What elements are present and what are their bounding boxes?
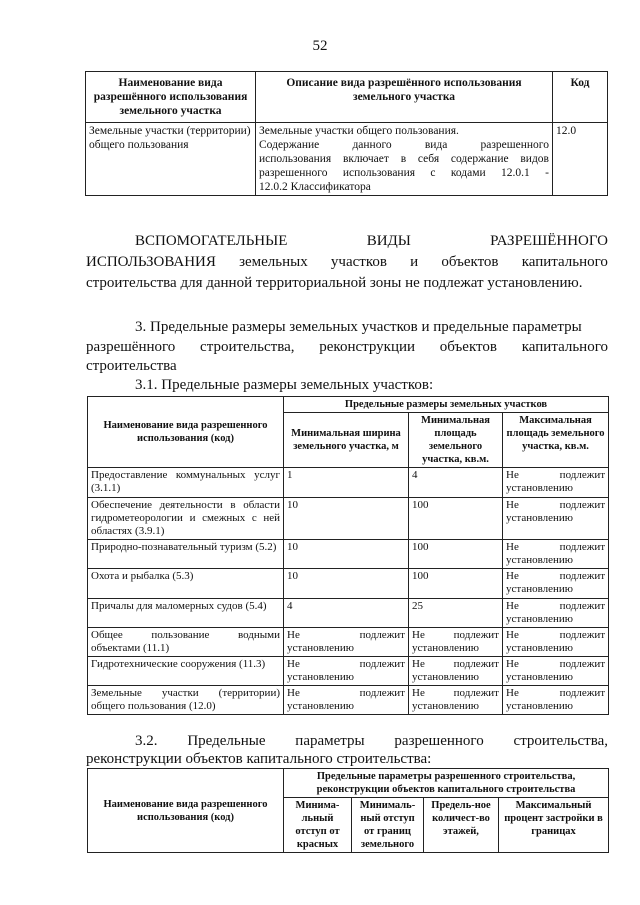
word: ВСПОМОГАТЕЛЬНЫЕ — [135, 233, 288, 249]
table-row — [88, 657, 609, 686]
description-line: Земельные участки общего пользования. — [259, 125, 459, 137]
land-plot-size-table — [87, 396, 609, 715]
min-width-cell: Не подлежит установлению — [284, 628, 409, 657]
max-area-cell: Не подлежит установлению — [503, 686, 609, 715]
header-min-area: Минимальная площадь земельного участка, кв.м. — [409, 413, 503, 468]
word: разрешенного — [394, 733, 484, 749]
word: капитального — [521, 339, 608, 355]
word: капитального — [521, 254, 608, 270]
word: Предельные — [187, 733, 266, 749]
min-area-cell: 100 — [409, 569, 503, 599]
use-name-cell: Гидротехнические сооружения (11.3) — [88, 657, 284, 686]
construction-parameters-table — [87, 768, 609, 853]
word: объектов — [441, 254, 499, 270]
min-width-cell: Не подлежит установлению — [284, 657, 409, 686]
word: разрешённого — [86, 339, 176, 355]
table-row — [88, 498, 609, 540]
use-name-cell: Охота и рыбалка (5.3) — [88, 569, 284, 599]
header-min-setback-boundaries: Минималь-ный отступ от границ земельного — [352, 798, 424, 853]
word: строительства, — [200, 339, 295, 355]
code-cell: 12.0 — [553, 123, 608, 196]
header-use-name: Наименование вида разрешённого использования земельного участка — [86, 72, 256, 123]
description-line: 12.0.2 Классификатора — [259, 181, 371, 193]
table-row — [86, 123, 608, 196]
word: 3.2. — [135, 733, 158, 749]
word: ВИДЫ — [366, 233, 411, 249]
word: параметры — [295, 733, 365, 749]
min-width-cell: 10 — [284, 569, 409, 599]
header-code: Код — [553, 72, 608, 123]
section3-line-3: строительства — [86, 358, 177, 374]
max-area-cell: Не подлежит установлению — [503, 657, 609, 686]
permitted-use-table — [85, 71, 608, 196]
min-width-cell: 10 — [284, 498, 409, 540]
min-area-cell: Не подлежит установлению — [409, 686, 503, 715]
word: ИСПОЛЬЗОВАНИЯ — [86, 254, 216, 270]
section3-line-1: 3. Предельные размеры земельных участков и предельные параметры — [135, 319, 582, 335]
use-name-cell: Обеспечение деятельности в области гидрометеорологии и смежных с ней областях (3.9.1) — [88, 498, 284, 540]
header-parameters-group: Предельные параметры разрешенного строительства, реконструкции объектов капитального строительства — [284, 769, 609, 798]
word: и — [410, 254, 419, 270]
word: объектов — [439, 339, 497, 355]
max-area-cell: Не подлежит установлению — [503, 599, 609, 628]
min-width-cell: Не подлежит установлению — [284, 686, 409, 715]
header-use-name: Наименование вида разрешенного использования (код) — [88, 769, 284, 853]
max-area-cell: Не подлежит установлению — [503, 628, 609, 657]
min-width-cell: 1 — [284, 468, 409, 498]
table-row — [88, 569, 609, 599]
description-line: Содержание данного вида разрешенного — [259, 139, 549, 151]
header-use-description: Описание вида разрешённого использования земельного участка — [256, 72, 553, 123]
use-name-cell: Общее пользование водными объектами (11.1) — [88, 628, 284, 657]
min-area-cell: 100 — [409, 498, 503, 540]
max-area-cell: Не подлежит установлению — [503, 540, 609, 569]
section32-line-2: реконструкции объектов капитального строительства: — [86, 751, 432, 767]
use-name-cell: Причалы для маломерных судов (5.4) — [88, 599, 284, 628]
section31-title: 3.1. Предельные размеры земельных участков: — [135, 377, 434, 393]
table-row — [88, 599, 609, 628]
use-name-cell: Предоставление коммунальных услуг (3.1.1) — [88, 468, 284, 498]
page-number: 52 — [312, 38, 328, 54]
use-name-cell: Земельные участки (территории) общего пользования — [86, 123, 256, 196]
max-area-cell: Не подлежит установлению — [503, 468, 609, 498]
word: РАЗРЕШЁННОГО — [490, 233, 608, 249]
auxiliary-line-1 — [135, 232, 608, 251]
max-area-cell: Не подлежит установлению — [503, 498, 609, 540]
description-line: использования включает в себя содержание видов — [259, 153, 549, 165]
use-description-cell — [256, 123, 553, 196]
header-use-name: Наименование вида разрешенного использования (код) — [88, 397, 284, 468]
section32-line-1 — [135, 732, 608, 751]
header-size-group: Предельные размеры земельных участков — [284, 397, 609, 413]
table-row — [88, 540, 609, 569]
min-width-cell: 10 — [284, 540, 409, 569]
min-area-cell: 100 — [409, 540, 503, 569]
table-row — [88, 628, 609, 657]
header-max-coverage: Максимальный процент застройки в границах — [499, 798, 609, 853]
word: реконструкции — [319, 339, 416, 355]
word: строительства, — [513, 733, 608, 749]
section3-line-2 — [86, 338, 608, 357]
min-area-cell: Не подлежит установлению — [409, 628, 503, 657]
table-row — [88, 686, 609, 715]
max-area-cell: Не подлежит установлению — [503, 569, 609, 599]
min-area-cell: Не подлежит установлению — [409, 657, 503, 686]
word: участков — [330, 254, 387, 270]
header-min-setback-red-lines: Минима-льный отступ от красных — [284, 798, 352, 853]
description-line: разрешенного использования с кодами 12.0.1 - — [259, 167, 549, 179]
auxiliary-line-2 — [86, 253, 608, 272]
min-area-cell: 4 — [409, 468, 503, 498]
auxiliary-line-3: строительства для данной территориальной зоны не подлежат установлению. — [86, 275, 583, 291]
use-name-cell: Природно-познавательный туризм (5.2) — [88, 540, 284, 569]
use-name-cell: Земельные участки (территории) общего пользования (12.0) — [88, 686, 284, 715]
min-width-cell: 4 — [284, 599, 409, 628]
header-max-area: Максимальная площадь земельного участка, кв.м. — [503, 413, 609, 468]
header-max-floors: Предель-ное количест-во этажей, — [424, 798, 499, 853]
word: земельных — [239, 254, 308, 270]
table-row — [88, 468, 609, 498]
header-min-width: Минимальная ширина земельного участка, м — [284, 413, 409, 468]
min-area-cell: 25 — [409, 599, 503, 628]
